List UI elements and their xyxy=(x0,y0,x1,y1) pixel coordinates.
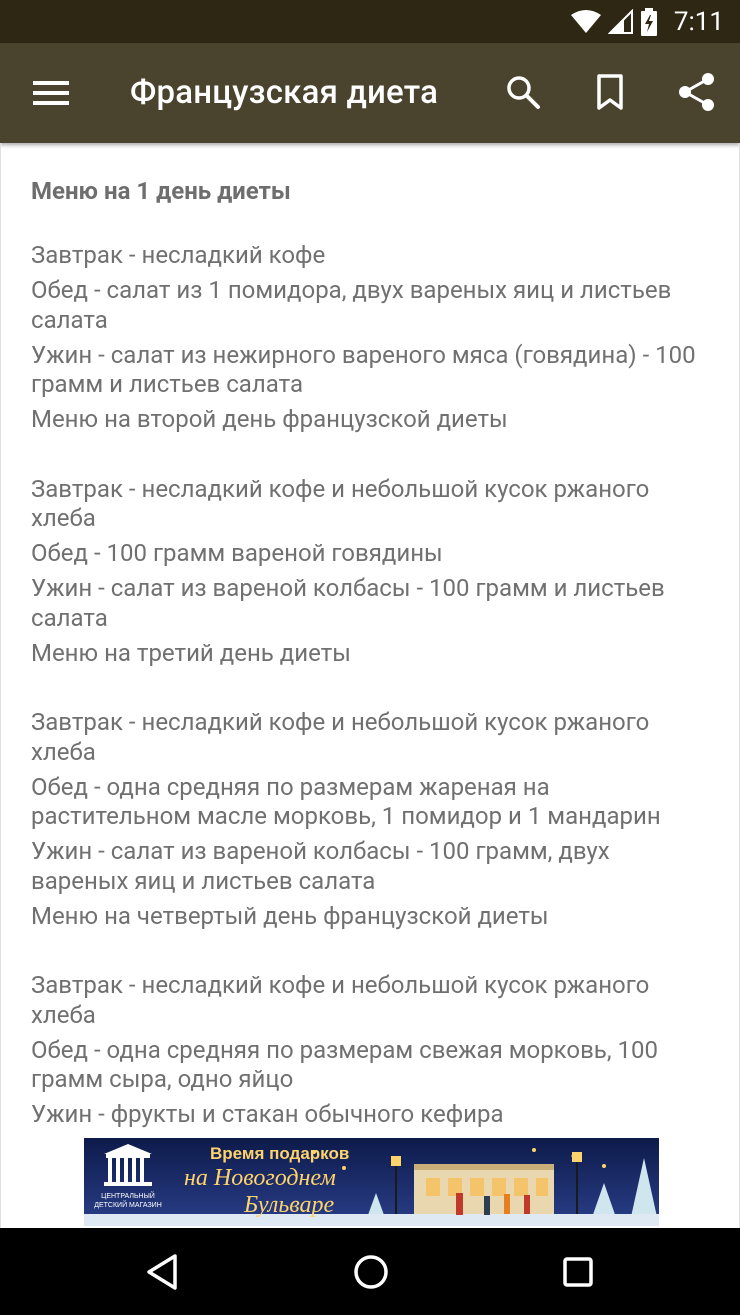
ad-logo-line1: ЦЕНТРАЛЬНЫЙ xyxy=(101,1193,155,1200)
article-content[interactable] xyxy=(0,143,740,1228)
ad-logo-line2: ДЕТСКИЙ МАГАЗИН xyxy=(94,1202,162,1209)
ad-banner[interactable] xyxy=(84,1138,659,1226)
bookmark-icon[interactable] xyxy=(590,72,630,112)
ad-illustration xyxy=(84,1138,659,1226)
paragraph: Обед - 100 грамм вареной говядины xyxy=(31,539,443,567)
battery-icon xyxy=(640,8,658,36)
paragraph: Завтрак - несладкий кофе и небольшой кусок ржаного хлеба xyxy=(31,971,650,1029)
app-bar xyxy=(0,43,740,143)
paragraph: Обед - салат из 1 помидора, двух вареных яиц и листьев салата xyxy=(31,276,672,334)
paragraph: Обед - одна средняя по размерам жареная на растительном масле морковь, 1 помидор и 1 мандарин xyxy=(31,772,661,830)
paragraph: Ужин - салат из вареной колбасы - 100 грамм, двух вареных яиц и листьев салата xyxy=(31,837,610,895)
paragraph: Завтрак - несладкий кофе и небольшой кусок ржаного хлеба xyxy=(31,474,650,532)
navigation-bar xyxy=(0,1228,740,1315)
ad-line3: Бульваре xyxy=(244,1192,335,1218)
article-heading: Меню на 1 день диеты xyxy=(31,177,291,205)
back-icon[interactable] xyxy=(141,1250,185,1294)
share-icon[interactable] xyxy=(677,72,717,112)
menu-icon[interactable] xyxy=(33,76,69,110)
paragraph: Ужин - салат из вареной колбасы - 100 грамм и листьев салата xyxy=(31,574,665,632)
status-icons xyxy=(570,0,724,43)
signal-icon xyxy=(608,9,634,35)
paragraph: Ужин - фрукты и стакан обычного кефира xyxy=(31,1100,504,1128)
app-title: Французская диета xyxy=(130,73,439,112)
paragraph: Обед - одна средняя по размерам свежая морковь, 100 грамм сыра, одно яйцо xyxy=(31,1035,658,1093)
status-bar xyxy=(0,0,740,43)
paragraph: Завтрак - несладкий кофе и небольшой кусок ржаного хлеба xyxy=(31,708,650,766)
search-icon[interactable] xyxy=(503,72,543,112)
ad-line1: Время подарков xyxy=(210,1144,350,1163)
status-time: 7:11 xyxy=(673,6,724,37)
paragraph: Завтрак - несладкий кофе xyxy=(31,241,326,269)
paragraph: Меню на третий день диеты xyxy=(31,638,351,667)
paragraph: Ужин - салат из нежирного вареного мяса (говядина) - 100 грамм и листьев салата xyxy=(31,340,696,398)
recent-apps-icon[interactable] xyxy=(556,1250,600,1294)
home-icon[interactable] xyxy=(349,1250,393,1294)
ad-line2: на Новогоднем xyxy=(184,1165,336,1191)
paragraph: Меню на четвертый день французской диеты xyxy=(31,901,549,930)
wifi-icon xyxy=(570,9,602,35)
paragraph: Меню на второй день французской диеты xyxy=(31,405,508,433)
